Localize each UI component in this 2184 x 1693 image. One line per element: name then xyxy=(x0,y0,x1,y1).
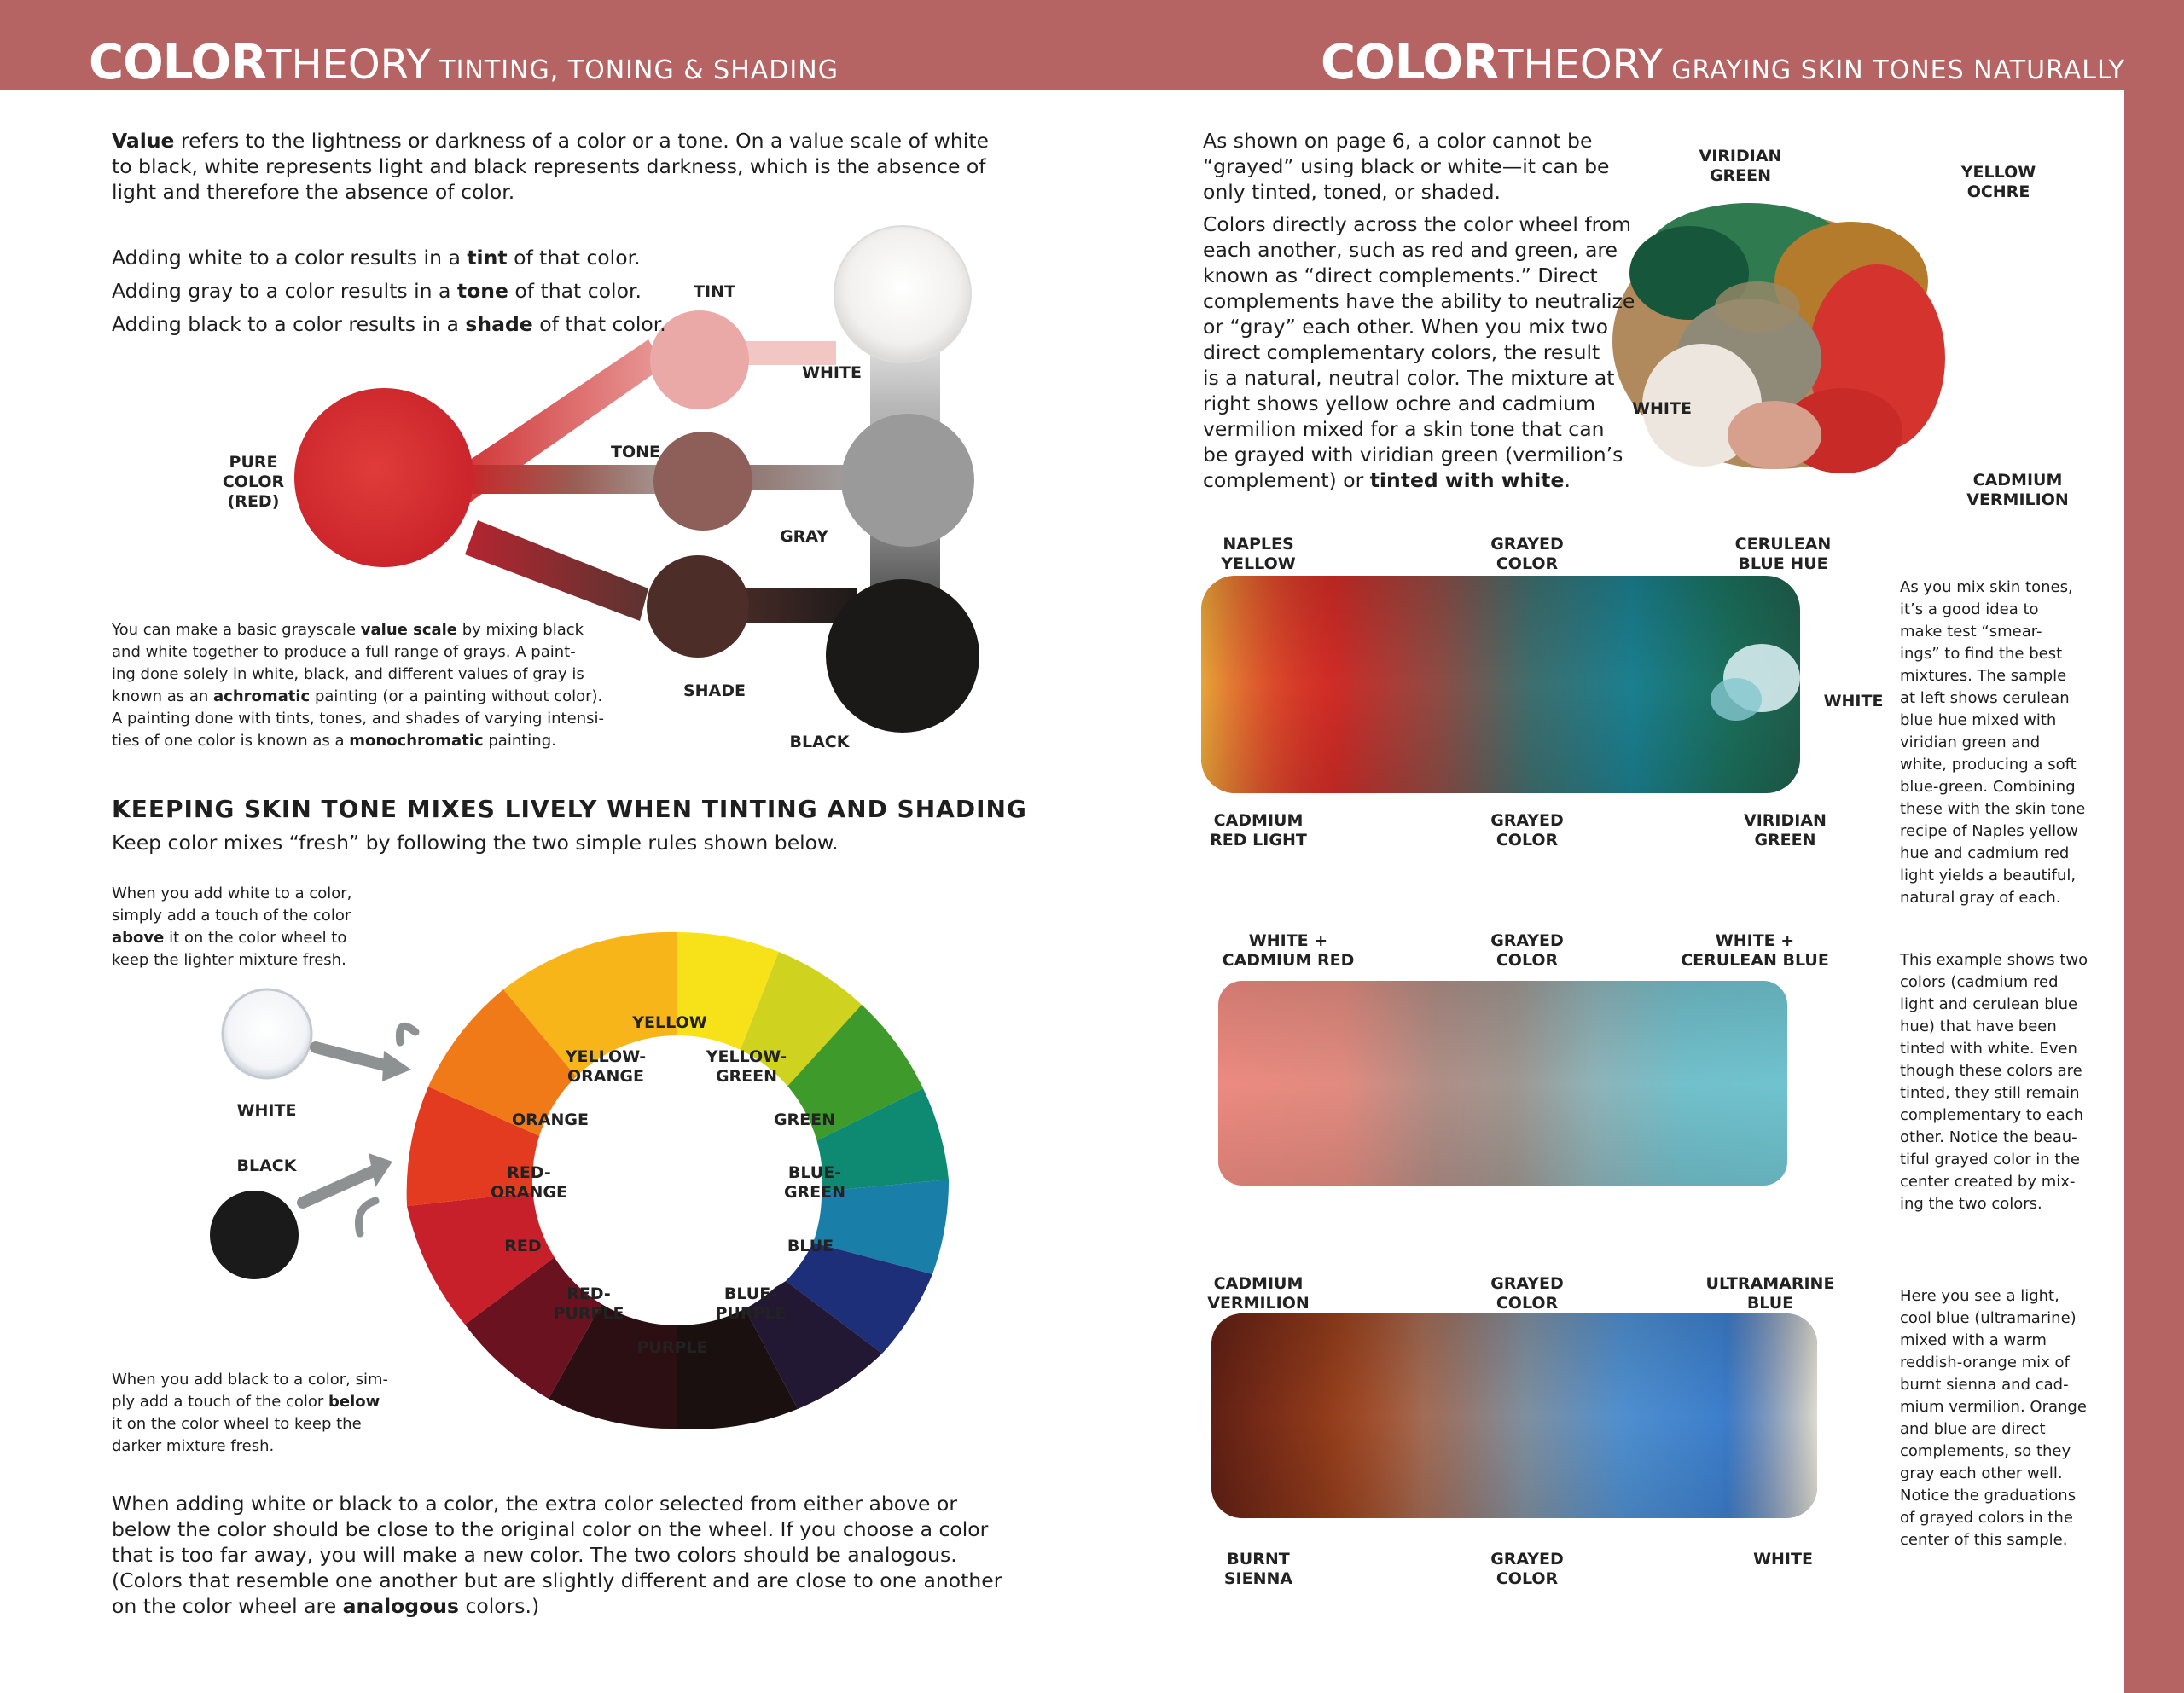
shade-definition: Adding black to a color results in a shade of that color. xyxy=(112,312,666,336)
complements-paragraph: As shown on page 6, a color cannot be “grayed” using black or white—it can be only tinted, toned, or shaded. Colors directly across the color wheel from each another, such as red and green, are known as “direct complements.” Direct complements have the ability to neutralize or “gray” each other. When you mix two direct complementary colors, the result is a natural, neutral color. The mixture at right shows yellow ochre and cadmium vermilion mixed for a skin tone that can be grayed with viridian green (vermilion’s complement) or tinted with white. xyxy=(1203,129,1635,492)
strip1-label-grayed-top: GRAYED COLOR xyxy=(1490,535,1564,573)
white-rule-note: When you add white to a color, simply add a touch of the color above it on the color wheel to keep the lighter mixture fresh. xyxy=(112,884,352,969)
wheel-label-orange: ORANGE xyxy=(512,1110,589,1129)
label-pure-color: PURE COLOR (RED) xyxy=(222,453,285,511)
strip2-note xyxy=(1900,949,2088,1215)
strip3-note-line: reddish-orange mix of xyxy=(1900,1354,2070,1371)
label-cadmium-vermilion: CADMIUM VERMILION xyxy=(1966,471,2069,509)
strip1-note-line: As you mix skin tones, xyxy=(1900,578,2073,596)
strip2-label-white-red: WHITE + CADMIUM RED xyxy=(1222,931,1355,970)
wheel-label-red-purple: RED- PURPLE xyxy=(553,1284,624,1323)
strip1-label-cadmium: CADMIUM RED LIGHT xyxy=(1210,811,1307,849)
label-white-mix: WHITE xyxy=(1632,399,1692,418)
strip2-note-line: though these colors are xyxy=(1900,1062,2082,1080)
strip1-note-line: light yields a beautiful, xyxy=(1900,867,2077,884)
label-tone: TONE xyxy=(611,443,660,461)
tint-definition: Adding white to a color results in a tint of that color. xyxy=(112,246,641,270)
wheel-label-red-orange: RED- ORANGE xyxy=(491,1163,567,1202)
white-arrow-head xyxy=(382,1051,411,1081)
wheel-label-yellow: YELLOW xyxy=(632,1013,707,1032)
strip3-note-line: Notice the graduations xyxy=(1900,1487,2077,1505)
label-white-blob: WHITE xyxy=(236,1101,297,1120)
white-curl-arrow xyxy=(399,1026,415,1042)
strip2-note-line: light and cerulean blue xyxy=(1900,995,2078,1013)
label-yellow-ochre: YELLOW OCHRE xyxy=(1960,163,2036,201)
strip1-note-line: these with the skin tone xyxy=(1900,800,2086,818)
grayscale-note: You can make a basic grayscale value scale by mixing black and white together to produce a full range of grays. A paint- ing done solely in white, black, and different values of gray is known as an achromatic painting (or a painting without color). A painting done with tints, tones, and shades of varying intensi- ties of one color is known as a monochromatic painting. xyxy=(112,621,604,750)
wheel-label-yellow-green: YELLOW- GREEN xyxy=(706,1047,787,1086)
white-ball xyxy=(834,226,971,362)
wheel-label-blue: BLUE xyxy=(787,1237,834,1255)
strip3-note-line: mixed with a warm xyxy=(1900,1331,2047,1349)
strip2-note-line: tinted, they still remain xyxy=(1900,1084,2080,1102)
pure-red-ball xyxy=(294,388,473,567)
black-curl-arrow xyxy=(358,1201,375,1233)
black-arrow-head xyxy=(369,1153,392,1187)
black-arrow xyxy=(303,1170,375,1203)
label-gray: GRAY xyxy=(780,527,828,546)
strip2-note-line: ing the two colors. xyxy=(1900,1195,2042,1213)
gray-ball xyxy=(841,414,974,547)
shade-bar xyxy=(465,520,648,621)
black-ball xyxy=(826,579,979,733)
section-subtitle: Keep color mixes “fresh” by following the two simple rules shown below. xyxy=(112,831,839,855)
strip3-note-line: and blue are direct xyxy=(1900,1420,2046,1438)
strip1-label-grayed-bottom: GRAYED COLOR xyxy=(1490,811,1564,849)
wheel-label-purple: PURPLE xyxy=(636,1338,708,1357)
strip3-label-ultramarine: ULTRAMARINE BLUE xyxy=(1705,1274,1835,1313)
strip3-label-grayed-bottom: GRAYED COLOR xyxy=(1490,1550,1564,1588)
strip1-note xyxy=(1900,577,2085,909)
strip2-label-white-cerulean: WHITE + CERULEAN BLUE xyxy=(1681,931,1829,970)
strip-white-red-cerulean xyxy=(1218,981,1787,1186)
skin-tone-mixture xyxy=(1612,203,1945,473)
strip1-label-white: WHITE xyxy=(1823,692,1884,710)
strip3-note-line: of grayed colors in the xyxy=(1900,1509,2073,1527)
wheel-label-red: RED xyxy=(504,1237,542,1255)
section-title: KEEPING SKIN TONE MIXES LIVELY WHEN TINTING AND SHADING xyxy=(112,795,1027,823)
closing-paragraph: When adding white or black to a color, the extra color selected from either above or below the color should be close to the original color on the wheel. If you choose a color that is too far away, you will make a new color. The two colors should be analogous. (Colors that resemble one another but are slightly different and are close to one another on the color wheel are analogous colors.) xyxy=(112,1492,1002,1618)
strip2-note-line: tiful grayed color in the xyxy=(1900,1151,2080,1168)
strip2-note-line: tinted with white. Even xyxy=(1900,1040,2077,1058)
value-intro: Value refers to the lightness or darkness of a color or a tone. On a value scale of white to black, white represents light and black represents darkness, which is the absence of light and therefore the absence of color. xyxy=(112,129,989,204)
strip1-note-line: blue-green. Combining xyxy=(1900,778,2076,796)
tone-bar xyxy=(473,465,678,494)
strip2-label-grayed: GRAYED COLOR xyxy=(1490,931,1564,970)
strip1-note-line: white, producing a soft xyxy=(1900,756,2077,774)
label-shade: SHADE xyxy=(682,681,746,700)
strip3-label-vermilion: CADMIUM VERMILION xyxy=(1207,1274,1310,1313)
strip1-label-viridian: VIRIDIAN GREEN xyxy=(1744,811,1827,849)
strip1-note-line: mixtures. The sample xyxy=(1900,667,2067,685)
strip2-note-line: This example shows two xyxy=(1900,951,2088,969)
strip2-note-line: colors (cadmium red xyxy=(1900,973,2059,991)
label-viridian-green: VIRIDIAN GREEN xyxy=(1699,147,1782,185)
label-white: WHITE xyxy=(802,363,862,382)
strip2-note-line: complementary to each xyxy=(1900,1106,2084,1124)
strip1-label-naples: NAPLES YELLOW xyxy=(1221,535,1296,573)
label-tint: TINT xyxy=(694,282,735,301)
strip1-label-cerulean: CERULEAN BLUE HUE xyxy=(1734,535,1832,573)
strip2-note-line: center created by mix- xyxy=(1900,1173,2076,1191)
strip1-note-line: ings” to find the best xyxy=(1900,645,2063,663)
strip3-note-line: cool blue (ultramarine) xyxy=(1900,1309,2077,1327)
strip3-label-white: WHITE xyxy=(1753,1550,1813,1568)
wheel-label-yellow-orange: YELLOW- ORANGE xyxy=(565,1047,647,1086)
strip-naples-cerulean xyxy=(1201,576,1800,793)
label-black: BLACK xyxy=(789,733,850,751)
strip1-note-line: recipe of Naples yellow xyxy=(1900,822,2078,840)
strip1-note-line: natural gray of each. xyxy=(1900,889,2061,907)
left-page-title: COLORTHEORY TINTING, TONING & SHADING xyxy=(89,35,839,90)
wheel-label-green: GREEN xyxy=(773,1110,836,1129)
strip3-note xyxy=(1900,1285,2087,1551)
wheel-label-blue-purple: BLUE- PURPLE xyxy=(715,1284,787,1323)
shade-ball xyxy=(647,555,749,658)
strip1-note-line: blue hue mixed with xyxy=(1900,711,2057,729)
right-page-title: COLORTHEORY GRAYING SKIN TONES NATURALLY xyxy=(1321,35,2126,90)
strip1-note-line: viridian green and xyxy=(1900,733,2041,751)
strip1-note-line: make test “smear- xyxy=(1900,623,2042,641)
strip1-note-line: at left shows cerulean xyxy=(1900,689,2070,707)
tone-definition: Adding gray to a color results in a tone of that color. xyxy=(112,279,642,303)
label-black-blob: BLACK xyxy=(236,1157,297,1175)
strip3-label-grayed-top: GRAYED COLOR xyxy=(1490,1274,1564,1313)
strip2-note-line: hue) that have been xyxy=(1900,1018,2057,1035)
strip2-note-line: other. Notice the beau- xyxy=(1900,1128,2077,1146)
strip3-note-line: Here you see a light, xyxy=(1900,1287,2059,1305)
strip3-note-line: gray each other well. xyxy=(1900,1464,2063,1482)
black-paint-blob xyxy=(210,1191,299,1279)
black-rule-note: When you add black to a color, sim- ply add a touch of the color below it on the color wheel to keep the darker mixture fresh. xyxy=(112,1371,389,1455)
strip1-note-line: hue and cadmium red xyxy=(1900,844,2070,862)
strip3-label-burnt-sienna: BURNT SIENNA xyxy=(1223,1550,1293,1588)
white-paint-blob xyxy=(223,989,311,1078)
strip3-note-line: mium vermilion. Orange xyxy=(1900,1398,2087,1416)
strip-vermilion-ultramarine xyxy=(1211,1313,1817,1518)
strip3-note-line: center of this sample. xyxy=(1900,1531,2068,1549)
strip1-note-line: it’s a good idea to xyxy=(1900,600,2039,618)
white-arrow xyxy=(316,1047,388,1066)
strip3-note-line: complements, so they xyxy=(1900,1442,2071,1460)
wheel-label-blue-green: BLUE- GREEN xyxy=(783,1163,846,1202)
strip3-note-line: burnt sienna and cad- xyxy=(1900,1376,2069,1394)
